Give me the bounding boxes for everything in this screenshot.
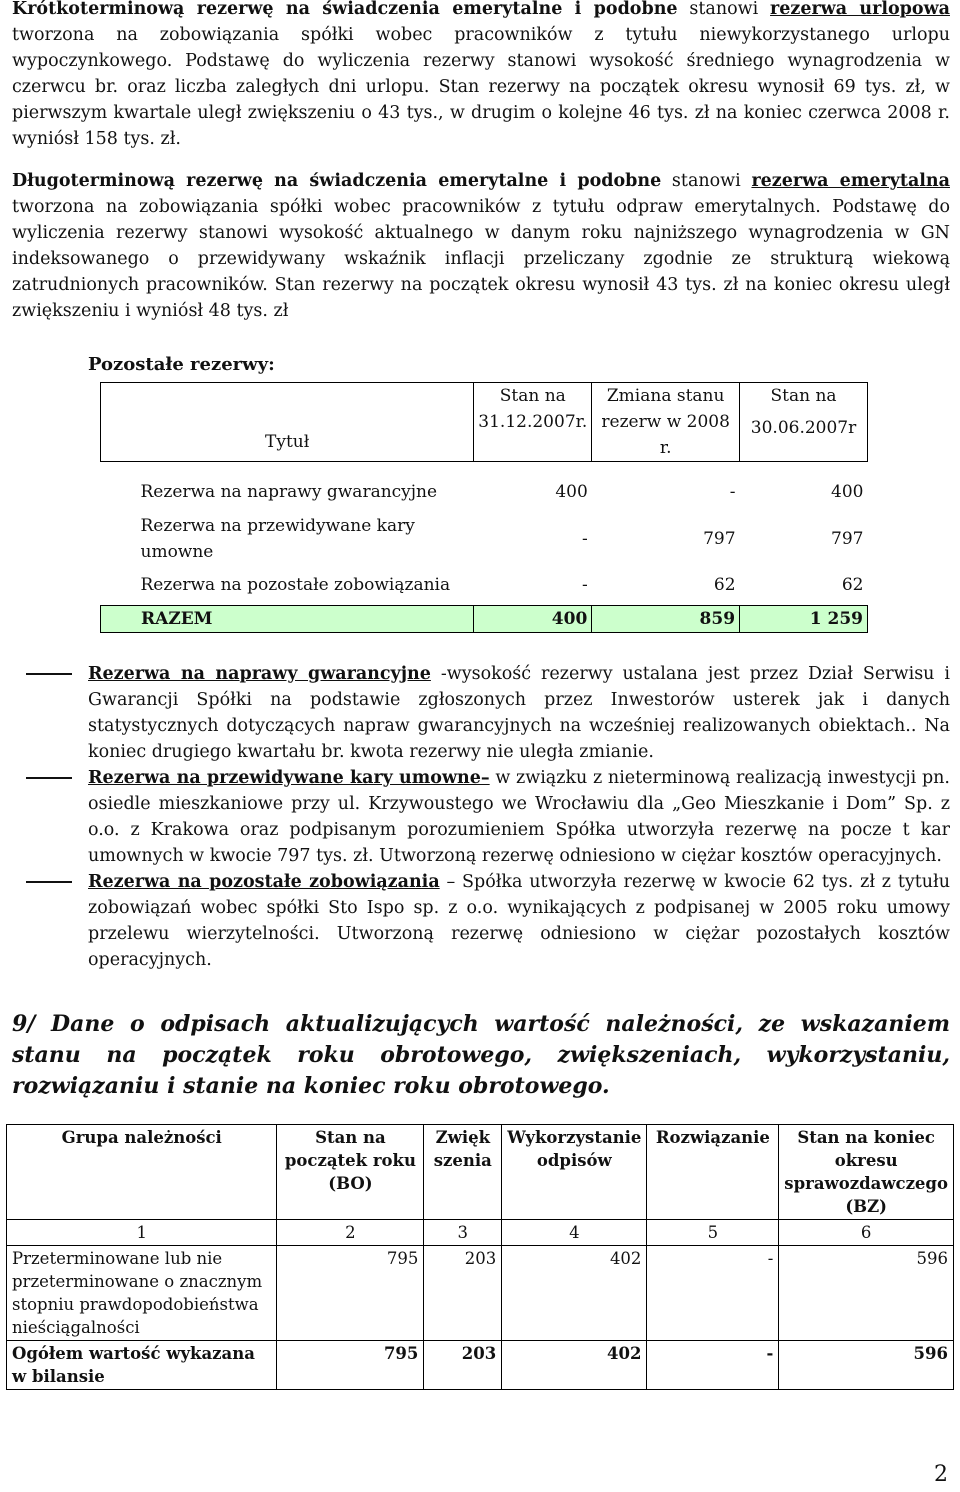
header-change-1: Zmiana stanu: [592, 383, 740, 410]
header-end-1: Stan na: [740, 383, 868, 410]
header-title: Tytuł: [101, 409, 474, 462]
column-number: 6: [779, 1220, 954, 1246]
header-end-2: 30.06.2007r: [740, 409, 868, 462]
page-number: 2: [934, 1462, 948, 1487]
total-change: 859: [592, 606, 740, 633]
column-number: 1: [7, 1220, 277, 1246]
bold-lead: Długoterminową rezerwę na świadczenia emerytalne i podobne: [12, 171, 662, 191]
total-used: 402: [502, 1341, 647, 1390]
other-reserves-title: Pozostałe rezerwy:: [88, 354, 275, 375]
list-item-head: Rezerwa na pozostałe zobowiązania: [88, 872, 440, 892]
header-change-2: rezerw w 2008 r.: [592, 409, 740, 462]
row-group: Przeterminowane lub nie przeterminowane o znacznym stopniu prawdopodobieństwa nieściągalności: [7, 1246, 277, 1341]
underlined-term: rezerwa urlopowa: [770, 0, 950, 19]
text-fragment: stanowi: [661, 171, 752, 191]
row-title: Rezerwa na przewidywane kary umowne: [140, 515, 415, 562]
row-change: -: [729, 482, 736, 502]
row-title: Rezerwa na pozostałe zobowiązania: [140, 574, 451, 595]
header-cell: Stan na początek roku (BO): [277, 1125, 424, 1220]
header-start-1: Stan na: [474, 383, 592, 410]
row-bz: 596: [779, 1246, 954, 1341]
dash-bullet-icon: [26, 777, 72, 779]
row-end: 62: [841, 574, 864, 595]
paragraph-long-term-reserve: [12, 168, 950, 324]
total-end: 1 259: [740, 606, 868, 633]
row-used: 402: [502, 1246, 647, 1341]
total-title: RAZEM: [101, 606, 474, 633]
text-fragment: tworzona na zobowiązania spółki wobec pracowników z tytułu niewykorzystanego urlopu wypoczynkowego. Podstawę do wyliczenia rezerwy stanowi wysokość średniego wynagrodzenia w czerwcu br. oraz liczba zaległych dni urlopu. Stan rezerwy na początek okresu wynosił 69 tys. zł, w pierwszym kwartale uległ zwiększeniu o 43 tys., w drugim o kolejne 46 tys. zł na koniec czerwca 2008 r. wyniósł 158 tys. zł.: [12, 25, 950, 149]
list-item-text: w związku z nieterminową realizacją inwestycji pn. osiedle mieszkaniowe przy ul. Krzywoustego we Wrocławiu dla „Geo Mieszkanie i Dom” Sp. z o.o. z Krakowa oraz podpisanym porozumieniem Spółka utworzyła rezerwę na pocze t kar umownych w kwocie 797 tys. zł. Utworzoną rezerwę odniesiono w ciężar kosztów operacyjnych.: [88, 768, 950, 866]
row-start: 400: [555, 482, 588, 502]
total-released: -: [647, 1341, 779, 1390]
list-item-head: Rezerwa na naprawy gwarancyjne: [88, 664, 431, 684]
text-fragment: stanowi: [677, 0, 771, 19]
bold-lead: Krótkoterminową rezerwę na świadczenia emerytalne i podobne: [12, 0, 678, 19]
column-number: 3: [424, 1220, 502, 1246]
column-number: 4: [502, 1220, 647, 1246]
document-page: [12, 0, 950, 1390]
row-start: -: [582, 528, 588, 549]
column-number: 2: [277, 1220, 424, 1246]
table-row: [101, 565, 868, 606]
row-increase: 203: [424, 1246, 502, 1341]
column-number: 5: [647, 1220, 779, 1246]
table-total-row: [7, 1341, 954, 1390]
row-end: 400: [831, 482, 864, 502]
list-item: [12, 765, 950, 869]
total-bz: 596: [779, 1341, 954, 1390]
header-cell: Zwięk szenia: [424, 1125, 502, 1220]
table-row: [7, 1246, 954, 1341]
row-end: 797: [831, 528, 864, 549]
header-cell: Grupa należności: [7, 1125, 277, 1220]
list-item-head: Rezerwa na przewidywane kary umowne–: [88, 768, 490, 788]
list-item-text: -wysokość rezerwy ustalana jest przez Dział Serwisu i Gwarancji Spółki na podstawie zgłoszonych przez Inwestorów usterek jak i danych statystycznych dotyczących napraw gwarancyjnych na wcześniej realizowanych obiektach.. Na koniec drugiego kwartału br. kwota rezerwy nie uległa zmianie.: [88, 664, 950, 762]
section-9-heading: 9/ Dane o odpisach aktualizujących wartość należności, ze wskazaniem stanu na początek roku obrotowego, zwiększeniach, wykorzystaniu, rozwiązaniu i stanie na koniec roku obrotowego.: [12, 1011, 950, 1099]
list-item: [12, 661, 950, 765]
list-item-text: – Spółka utworzyła rezerwę w kwocie 62 tys. zł z tytułu zobowiązań wobec spółki Sto Ispo sp. z o.o. wynikających z podpisanej w 2005 roku umowy przelewu wierzytelności. Utworzoną rezerwę odniesiono w ciężar pozostałych kosztów operacyjnych.: [88, 872, 950, 970]
total-bo: 795: [277, 1341, 424, 1390]
row-change: 797: [703, 528, 736, 549]
total-group: Ogółem wartość wykazana w bilansie: [7, 1341, 277, 1390]
table-total-row: [101, 606, 868, 633]
reserves-explanations: [12, 661, 950, 973]
total-increase: 203: [424, 1341, 502, 1390]
row-title: Rezerwa na naprawy gwarancyjne: [140, 482, 438, 502]
dash-bullet-icon: [26, 881, 72, 883]
header-cell: Rozwiązanie: [647, 1125, 779, 1220]
dash-bullet-icon: [26, 673, 72, 675]
list-item: [12, 869, 950, 973]
row-change: 62: [713, 574, 736, 595]
underlined-term: rezerwa emerytalna: [751, 171, 950, 191]
text-fragment: tworzona na zobowiązania spółki wobec pracowników z tytułu odpraw emerytalnych. Podstawę do wyliczenia rezerwy stanowi wysokość aktualnego w danym roku najniższego wynagrodzenia w GN indeksowanego o przewidywany wskaźnik inflacji przeliczany zgodnie ze strukturą wiekową zatrudnionych pracowników. Stan rezerwy na początek okresu wynosił 43 tys. zł na koniec okresu uległ zwiększeniu i wyniósł 48 tys. zł: [12, 197, 950, 321]
header-cell: Wykorzystanie odpisów: [502, 1125, 647, 1220]
receivables-table: [6, 1124, 954, 1390]
row-start: -: [582, 574, 588, 595]
other-reserves-table: [100, 382, 868, 633]
paragraph-short-term-reserve: [12, 0, 950, 152]
row-released: -: [647, 1246, 779, 1341]
row-bo: 795: [277, 1246, 424, 1341]
table-row: [101, 472, 868, 513]
table-row: [101, 513, 868, 565]
header-cell: Stan na koniec okresu sprawozdawczego (BZ): [779, 1125, 954, 1220]
header-start-2: 31.12.2007r.: [474, 409, 592, 462]
total-start: 400: [474, 606, 592, 633]
